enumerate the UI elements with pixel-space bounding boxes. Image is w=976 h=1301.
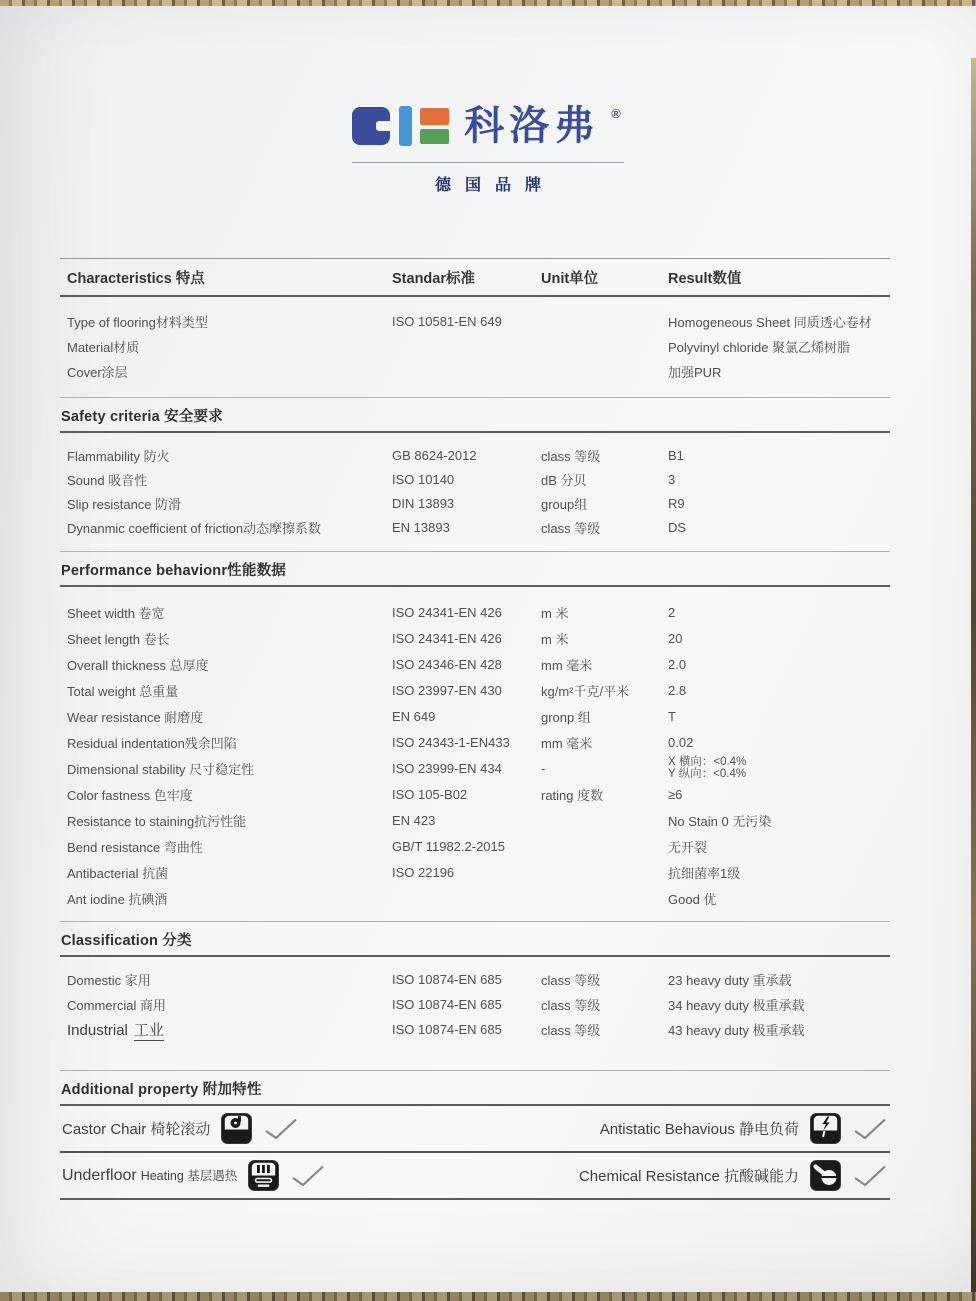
row-label: Total weight 总重量 bbox=[67, 683, 179, 699]
logo-navy-block bbox=[352, 107, 390, 145]
row-unit: class 等级 bbox=[541, 1023, 601, 1038]
additional-property-row bbox=[60, 1153, 890, 1198]
row-result: R9 bbox=[668, 495, 685, 511]
property-castor-chair bbox=[62, 1113, 299, 1144]
section-title-performance: Performance behavionr性能数据 bbox=[61, 563, 286, 579]
table-row bbox=[60, 677, 890, 703]
row-standard: ISO 24346-EN 428 bbox=[392, 656, 502, 672]
section-title-safety: Safety criteria 安全要求 bbox=[61, 409, 223, 425]
property-underfloor-heating bbox=[62, 1160, 326, 1191]
section-title-additional: Additional property 附加特性 bbox=[61, 1082, 262, 1098]
row-result: 3 bbox=[668, 471, 676, 487]
brand-name: 科洛弗 bbox=[464, 104, 600, 148]
table-row bbox=[60, 885, 890, 911]
row-result: 34 heavy duty 极重承载 bbox=[668, 998, 805, 1013]
row-standard: ISO 10874-EN 685 bbox=[392, 972, 502, 987]
property-antistatic bbox=[600, 1113, 888, 1144]
row-result: No Stain 0 无污染 bbox=[668, 813, 772, 829]
row-result: 2 bbox=[668, 604, 676, 620]
row-unit: mm 毫米 bbox=[541, 735, 593, 751]
row-standard: ISO 24341-EN 426 bbox=[392, 630, 502, 646]
row-standard: ISO 10140 bbox=[392, 471, 455, 487]
row-label: Residual indentation残余凹陷 bbox=[67, 735, 237, 751]
table-row bbox=[60, 651, 890, 677]
col-header-unit: Unit单位 bbox=[541, 271, 599, 287]
table-row bbox=[60, 334, 890, 359]
row-standard: EN 649 bbox=[392, 708, 436, 724]
property-label: Underfloor Heating 基层遇热 bbox=[62, 1167, 238, 1184]
row-result: 加强PUR bbox=[668, 365, 722, 380]
table-row bbox=[60, 859, 890, 885]
row-unit: rating 度数 bbox=[541, 787, 604, 803]
row-label: Overall thickness 总厚度 bbox=[67, 657, 209, 673]
row-standard: ISO 23997-EN 430 bbox=[392, 682, 502, 698]
row-label: Bend resistance 弯曲性 bbox=[67, 839, 203, 855]
section-classification bbox=[60, 957, 890, 1054]
row-standard: ISO 24341-EN 426 bbox=[392, 604, 502, 620]
section-general bbox=[60, 297, 890, 397]
check-icon bbox=[852, 1164, 888, 1188]
table-surface-bottom-edge bbox=[0, 1292, 976, 1301]
row-result: 2.0 bbox=[668, 656, 687, 672]
divider bbox=[60, 1198, 890, 1200]
row-label: Dimensional stability 尺寸稳定性 bbox=[67, 761, 255, 777]
table-row bbox=[60, 625, 890, 651]
row-label: Commercial 商用 bbox=[67, 998, 166, 1013]
table-surface-right-edge bbox=[971, 58, 976, 1292]
row-result: 抗细菌率1级 bbox=[668, 865, 741, 881]
row-label: Ant iodine 抗碘酒 bbox=[67, 891, 168, 907]
row-label: Flammability 防火 bbox=[67, 448, 170, 464]
underfloor-heating-icon bbox=[248, 1160, 279, 1191]
row-label: Wear resistance 耐磨度 bbox=[67, 709, 204, 725]
row-unit: class 等级 bbox=[541, 520, 601, 536]
row-result: 43 heavy duty 极重承载 bbox=[668, 1023, 805, 1038]
row-unit: m 米 bbox=[541, 631, 569, 647]
row-standard: DIN 13893 bbox=[392, 495, 455, 511]
row-label: Color fastness 色牢度 bbox=[67, 787, 193, 803]
row-unit: dB 分贝 bbox=[541, 472, 587, 488]
table-row bbox=[60, 491, 890, 515]
row-unit: class 等级 bbox=[541, 973, 601, 988]
table-surface-top-edge bbox=[0, 0, 976, 6]
brand-logo-icon bbox=[352, 106, 449, 146]
check-icon bbox=[852, 1117, 888, 1141]
row-label: Industrial 工业 bbox=[67, 1022, 164, 1039]
row-label: Dynanmic coefficient of friction动态摩擦系数 bbox=[67, 520, 322, 536]
col-header-characteristics: Characteristics 特点 bbox=[67, 271, 205, 287]
row-standard: ISO 10581-EN 649 bbox=[392, 314, 502, 329]
antistatic-icon bbox=[810, 1113, 841, 1144]
additional-property-row bbox=[60, 1106, 890, 1151]
row-result: T bbox=[668, 708, 676, 724]
row-result: 23 heavy duty 重承载 bbox=[668, 973, 792, 988]
row-unit: class 等级 bbox=[541, 448, 601, 464]
registered-trademark-icon: ® bbox=[611, 105, 621, 121]
chemical-resistance-icon bbox=[810, 1160, 841, 1191]
row-standard: ISO 24343-1-EN433 bbox=[392, 734, 510, 750]
table-row bbox=[60, 967, 890, 992]
row-unit: - bbox=[541, 760, 546, 776]
table-row bbox=[60, 359, 890, 384]
col-header-result: Result数值 bbox=[668, 271, 742, 287]
table-row bbox=[60, 443, 890, 467]
row-unit: class 等级 bbox=[541, 998, 601, 1013]
row-standard: EN 423 bbox=[392, 812, 436, 828]
row-result: ≥6 bbox=[668, 786, 683, 802]
row-unit: group组 bbox=[541, 496, 588, 512]
spec-table bbox=[60, 258, 890, 1200]
row-standard: GB/T 11982.2-2015 bbox=[392, 838, 505, 854]
row-standard: ISO 105-B02 bbox=[392, 786, 468, 802]
property-chemical-resistance bbox=[579, 1160, 888, 1191]
logo-divider bbox=[352, 162, 624, 163]
check-icon bbox=[263, 1117, 299, 1141]
row-standard: ISO 23999-EN 434 bbox=[392, 760, 502, 776]
row-label: Material材质 bbox=[67, 340, 140, 355]
row-result: Good 优 bbox=[668, 891, 717, 907]
row-standard: ISO 10874-EN 685 bbox=[392, 1022, 502, 1037]
property-label: Castor Chair 椅轮滚动 bbox=[62, 1121, 211, 1138]
row-result: X 横向：<0.4% Y 纵向：<0.4% bbox=[668, 755, 747, 780]
logo-orange-block bbox=[420, 108, 449, 125]
section-safety bbox=[60, 433, 890, 551]
table-row bbox=[60, 833, 890, 859]
row-standard: EN 13893 bbox=[392, 519, 450, 535]
table-row bbox=[60, 703, 890, 729]
row-result: Polyvinyl chloride 聚氯乙烯树脂 bbox=[668, 340, 851, 355]
col-header-standard: Standar标准 bbox=[392, 271, 475, 287]
row-unit: mm 毫米 bbox=[541, 657, 593, 673]
table-row bbox=[60, 992, 890, 1017]
table-row bbox=[60, 755, 890, 781]
row-label: Sound 吸音性 bbox=[67, 472, 148, 488]
row-result: B1 bbox=[668, 447, 684, 463]
table-row bbox=[60, 467, 890, 491]
table-row bbox=[60, 807, 890, 833]
row-result: Homogeneous Sheet 同质透心卷材 bbox=[668, 315, 872, 330]
check-icon bbox=[290, 1164, 326, 1188]
row-label: Type of flooring材料类型 bbox=[67, 315, 208, 330]
row-label: Antibacterial 抗菌 bbox=[67, 865, 169, 881]
table-row bbox=[60, 1017, 890, 1042]
row-standard: ISO 10874-EN 685 bbox=[392, 997, 502, 1012]
brand-header bbox=[0, 106, 976, 195]
row-standard: ISO 22196 bbox=[392, 864, 455, 880]
row-label: Sheet width 卷宽 bbox=[67, 605, 165, 621]
row-unit: m 米 bbox=[541, 605, 569, 621]
table-row bbox=[60, 729, 890, 755]
castor-chair-icon bbox=[221, 1113, 252, 1144]
row-unit: kg/m²千克/平米 bbox=[541, 683, 630, 699]
section-performance bbox=[60, 587, 890, 921]
row-standard: GB 8624-2012 bbox=[392, 447, 477, 463]
logo-green-block bbox=[420, 129, 449, 144]
table-row bbox=[60, 515, 890, 539]
row-result: 20 bbox=[668, 630, 683, 646]
property-label: Chemical Resistance 抗酸碱能力 bbox=[578, 1168, 799, 1185]
row-result: 2.8 bbox=[668, 682, 687, 698]
row-result: 无开裂 bbox=[668, 839, 708, 855]
property-label: Antistatic Behavious 静电负荷 bbox=[599, 1121, 799, 1138]
logo-blue-bar bbox=[399, 106, 412, 146]
row-label: Cover涂层 bbox=[67, 365, 128, 380]
row-unit: gronp 组 bbox=[541, 709, 591, 725]
row-label: Resistance to staining抗污性能 bbox=[67, 813, 247, 829]
row-label: Sheet length 卷长 bbox=[67, 631, 170, 647]
table-row bbox=[60, 781, 890, 807]
table-row bbox=[60, 599, 890, 625]
row-result: DS bbox=[668, 519, 687, 535]
row-result: 0.02 bbox=[668, 734, 694, 750]
row-label: Domestic 家用 bbox=[67, 973, 151, 988]
brand-tagline: 德国品牌 bbox=[434, 177, 555, 194]
section-title-classification: Classification 分类 bbox=[61, 933, 192, 949]
table-row bbox=[60, 309, 890, 334]
table-header-row bbox=[60, 259, 890, 295]
row-label: Slip resistance 防滑 bbox=[67, 496, 182, 512]
